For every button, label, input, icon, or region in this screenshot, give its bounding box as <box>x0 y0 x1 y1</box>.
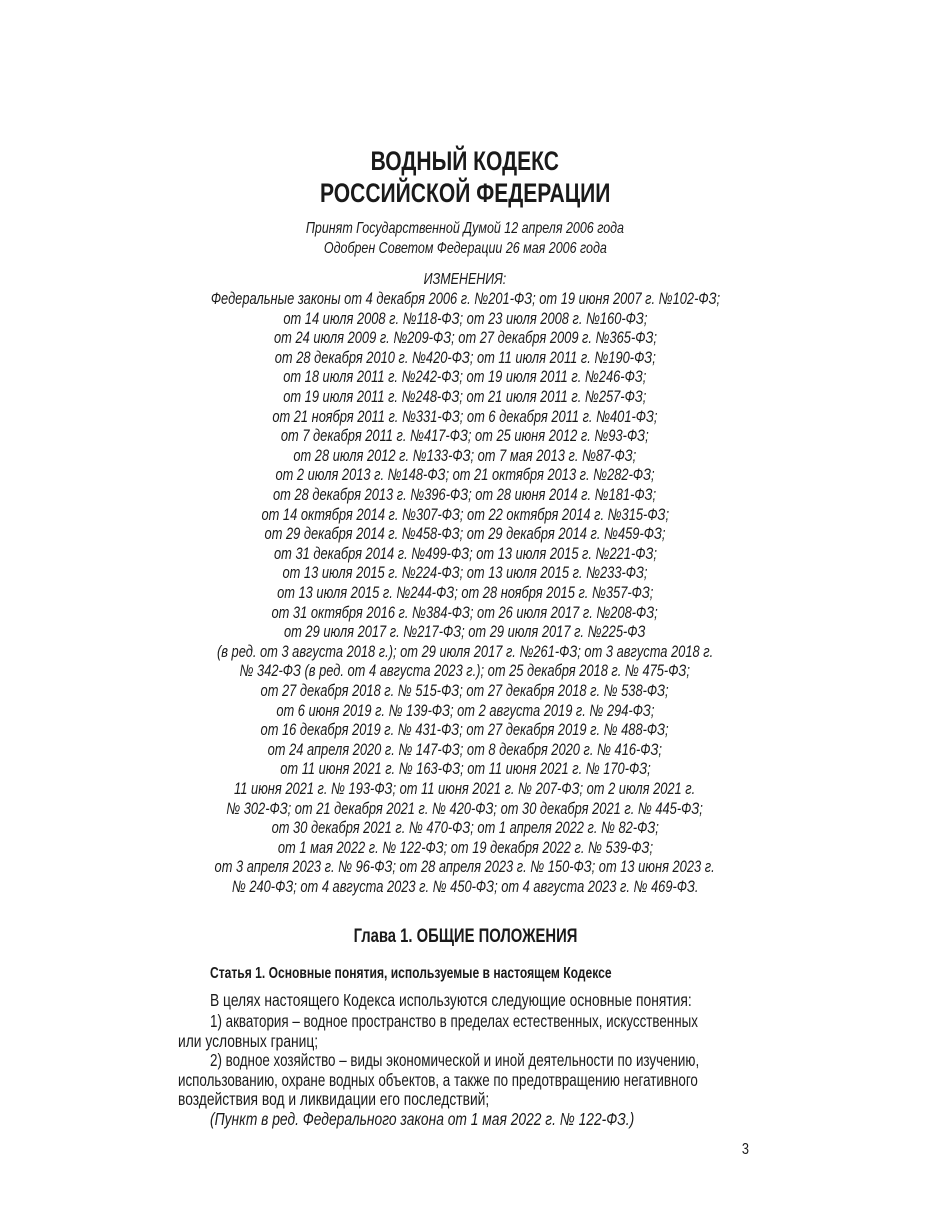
article-heading: Статья 1. Основные понятия, используемые в настоящем Кодексе <box>210 965 612 982</box>
amendment-line-text: от 13 июля 2015 г. №244-ФЗ; от 28 ноября 2015 г. №357-ФЗ; <box>276 584 654 602</box>
adoption-note: Принят Государственной Думой 12 апреля 2006 года <box>305 220 625 237</box>
page-number: 3 <box>741 1141 750 1158</box>
amendment-line <box>0 858 930 878</box>
amendment-line <box>0 329 930 349</box>
amendment-line-text: № 240-ФЗ; от 4 августа 2023 г. № 450-ФЗ; от 4 августа 2023 г. № 469-ФЗ. <box>231 878 699 896</box>
amendment-line <box>0 466 930 486</box>
amendment-line <box>0 506 930 526</box>
amendment-line <box>0 721 930 741</box>
amendment-line-text: от 27 декабря 2018 г. № 515-ФЗ; от 27 декабря 2018 г. № 538-ФЗ; <box>260 682 670 700</box>
body-line: или условных границ; <box>178 1031 319 1051</box>
amendment-line <box>0 368 930 388</box>
amendment-line-text: от 29 июля 2017 г. №217-ФЗ; от 29 июля 2017 г. №225-ФЗ <box>284 623 646 642</box>
chapter-heading: Глава 1. ОБЩИЕ ПОЛОЖЕНИЯ <box>353 926 577 947</box>
document-title-line-2: РОССИЙСКОЙ ФЕДЕРАЦИИ <box>319 178 611 208</box>
body-line: 1) акватория – водное пространство в пределах естественных, искусственных <box>210 1011 698 1031</box>
amendment-line-text: от 30 декабря 2021 г. № 470-ФЗ; от 1 апреля 2022 г. № 82-ФЗ; <box>271 819 659 838</box>
amendment-line-text: от 16 декабря 2019 г. № 431-ФЗ; от 27 декабря 2019 г. № 488-ФЗ; <box>260 721 670 740</box>
amendment-line <box>0 584 930 604</box>
amendment-line-text: от 19 июля 2011 г. №248-ФЗ; от 21 июля 2011 г. №257-ФЗ; <box>283 388 647 406</box>
changes-heading: ИЗМЕНЕНИЯ: <box>423 271 507 288</box>
amendment-line <box>0 290 930 310</box>
amendment-line-text: (в ред. от 3 августа 2018 г.); от 29 июля 2017 г. №261-ФЗ; от 3 августа 2018 г. <box>216 642 714 661</box>
amendment-line-text: от 6 июня 2019 г. № 139-ФЗ; от 2 августа 2019 г. № 294-ФЗ; <box>275 701 655 720</box>
amendment-line <box>0 760 930 780</box>
body-line: воздействия вод и ликвидации его последствий; <box>178 1089 490 1109</box>
amendment-line <box>0 819 930 839</box>
document-title-line-1: ВОДНЫЙ КОДЕКС <box>370 146 560 176</box>
amendment-line-text: от 28 июля 2012 г. №133-ФЗ; от 7 мая 2013 г. №87-ФЗ; <box>293 446 637 465</box>
body-line-amendment-note: (Пункт в ред. Федерального закона от 1 мая 2022 г. № 122-ФЗ.) <box>210 1109 635 1129</box>
amendment-line-text: от 28 декабря 2010 г. №420-ФЗ; от 11 июля 2011 г. №190-ФЗ; <box>274 348 656 367</box>
amendment-line <box>0 643 930 663</box>
amendment-line-text: 11 июня 2021 г. № 193-ФЗ; от 11 июня 2021 г. № 207-ФЗ; от 2 июля 2021 г. <box>234 780 696 798</box>
amendment-line-text: от 21 ноября 2011 г. №331-ФЗ; от 6 декабря 2011 г. №401-ФЗ; <box>272 407 658 426</box>
amendment-line <box>0 486 930 506</box>
amendment-line <box>0 310 930 330</box>
amendment-line <box>0 564 930 584</box>
amendment-line <box>0 408 930 428</box>
amendment-line <box>0 604 930 624</box>
amendment-line <box>0 388 930 408</box>
amendment-line-text: от 1 мая 2022 г. № 122-ФЗ; от 19 декабря 2022 г. № 539-ФЗ; <box>277 838 653 857</box>
amendment-line-text: от 11 июня 2021 г. № 163-ФЗ; от 11 июня 2021 г. № 170-ФЗ; <box>279 760 651 779</box>
amendment-line <box>0 447 930 467</box>
amendment-line <box>0 623 930 643</box>
amendment-line-text: от 29 декабря 2014 г. №458-ФЗ; от 29 декабря 2014 г. №459-ФЗ; <box>264 525 666 544</box>
amendment-line <box>0 741 930 761</box>
amendment-line <box>0 525 930 545</box>
amendment-line <box>0 702 930 722</box>
amendment-line-text: от 14 июля 2008 г. №118-ФЗ; от 23 июля 2008 г. №160-ФЗ; <box>282 309 648 328</box>
body-line: 2) водное хозяйство – виды экономической и иной деятельности по изучению, <box>210 1050 700 1070</box>
approval-note: Одобрен Советом Федерации 26 мая 2006 года <box>323 240 607 257</box>
amendment-line <box>0 780 930 800</box>
amendment-line <box>0 662 930 682</box>
amendment-line-text: от 18 июля 2011 г. №242-ФЗ; от 19 июля 2011 г. №246-ФЗ; <box>283 368 647 387</box>
amendment-line <box>0 839 930 859</box>
amendment-line-text: от 7 декабря 2011 г. №417-ФЗ; от 25 июня 2012 г. №93-ФЗ; <box>281 427 649 446</box>
amendment-line-text: от 3 апреля 2023 г. № 96-ФЗ; от 28 апреля 2023 г. № 150-ФЗ; от 13 июня 2023 г. <box>214 858 716 877</box>
amendment-line <box>0 545 930 565</box>
amendment-line <box>0 349 930 369</box>
amendment-line <box>0 682 930 702</box>
amendment-line-text: № 302-ФЗ; от 21 декабря 2021 г. № 420-ФЗ; от 30 декабря 2021 г. № 445-ФЗ; <box>226 799 704 818</box>
amendment-line-text: от 2 июля 2013 г. №148-ФЗ; от 21 октября 2013 г. №282-ФЗ; <box>275 466 655 485</box>
amendment-line-text: от 24 апреля 2020 г. № 147-ФЗ; от 8 декабря 2020 г. № 416-ФЗ; <box>267 740 663 759</box>
body-line: использованию, охране водных объектов, а также по предотвращению негативного <box>178 1070 698 1090</box>
body-line: В целях настоящего Кодекса используются следующие основные понятия: <box>210 990 692 1010</box>
amendment-line-text: от 31 декабря 2014 г. №499-ФЗ; от 13 июля 2015 г. №221-ФЗ; <box>273 544 657 563</box>
amendment-line-text: от 28 декабря 2013 г. №396-ФЗ; от 28 июня 2014 г. №181-ФЗ; <box>273 486 657 504</box>
amendment-line <box>0 878 930 898</box>
amendment-line-text: от 14 октября 2014 г. №307-ФЗ; от 22 октября 2014 г. №315-ФЗ; <box>261 505 669 524</box>
amendment-line-text: № 342-ФЗ (в ред. от 4 августа 2023 г.); от 25 декабря 2018 г. № 475-ФЗ; <box>239 662 691 681</box>
amendment-line-text: от 24 июля 2009 г. №209-ФЗ; от 27 декабря 2009 г. №365-ФЗ; <box>273 329 657 348</box>
amendment-line-text: от 31 октября 2016 г. №384-ФЗ; от 26 июля 2017 г. №208-ФЗ; <box>271 603 659 622</box>
amendment-line <box>0 800 930 820</box>
amendment-line-text: от 13 июля 2015 г. №224-ФЗ; от 13 июля 2015 г. №233-ФЗ; <box>282 564 648 583</box>
amendment-line-text: Федеральные законы от 4 декабря 2006 г. №201-ФЗ; от 19 июня 2007 г. №102-ФЗ; <box>210 290 720 308</box>
amendment-line <box>0 427 930 447</box>
